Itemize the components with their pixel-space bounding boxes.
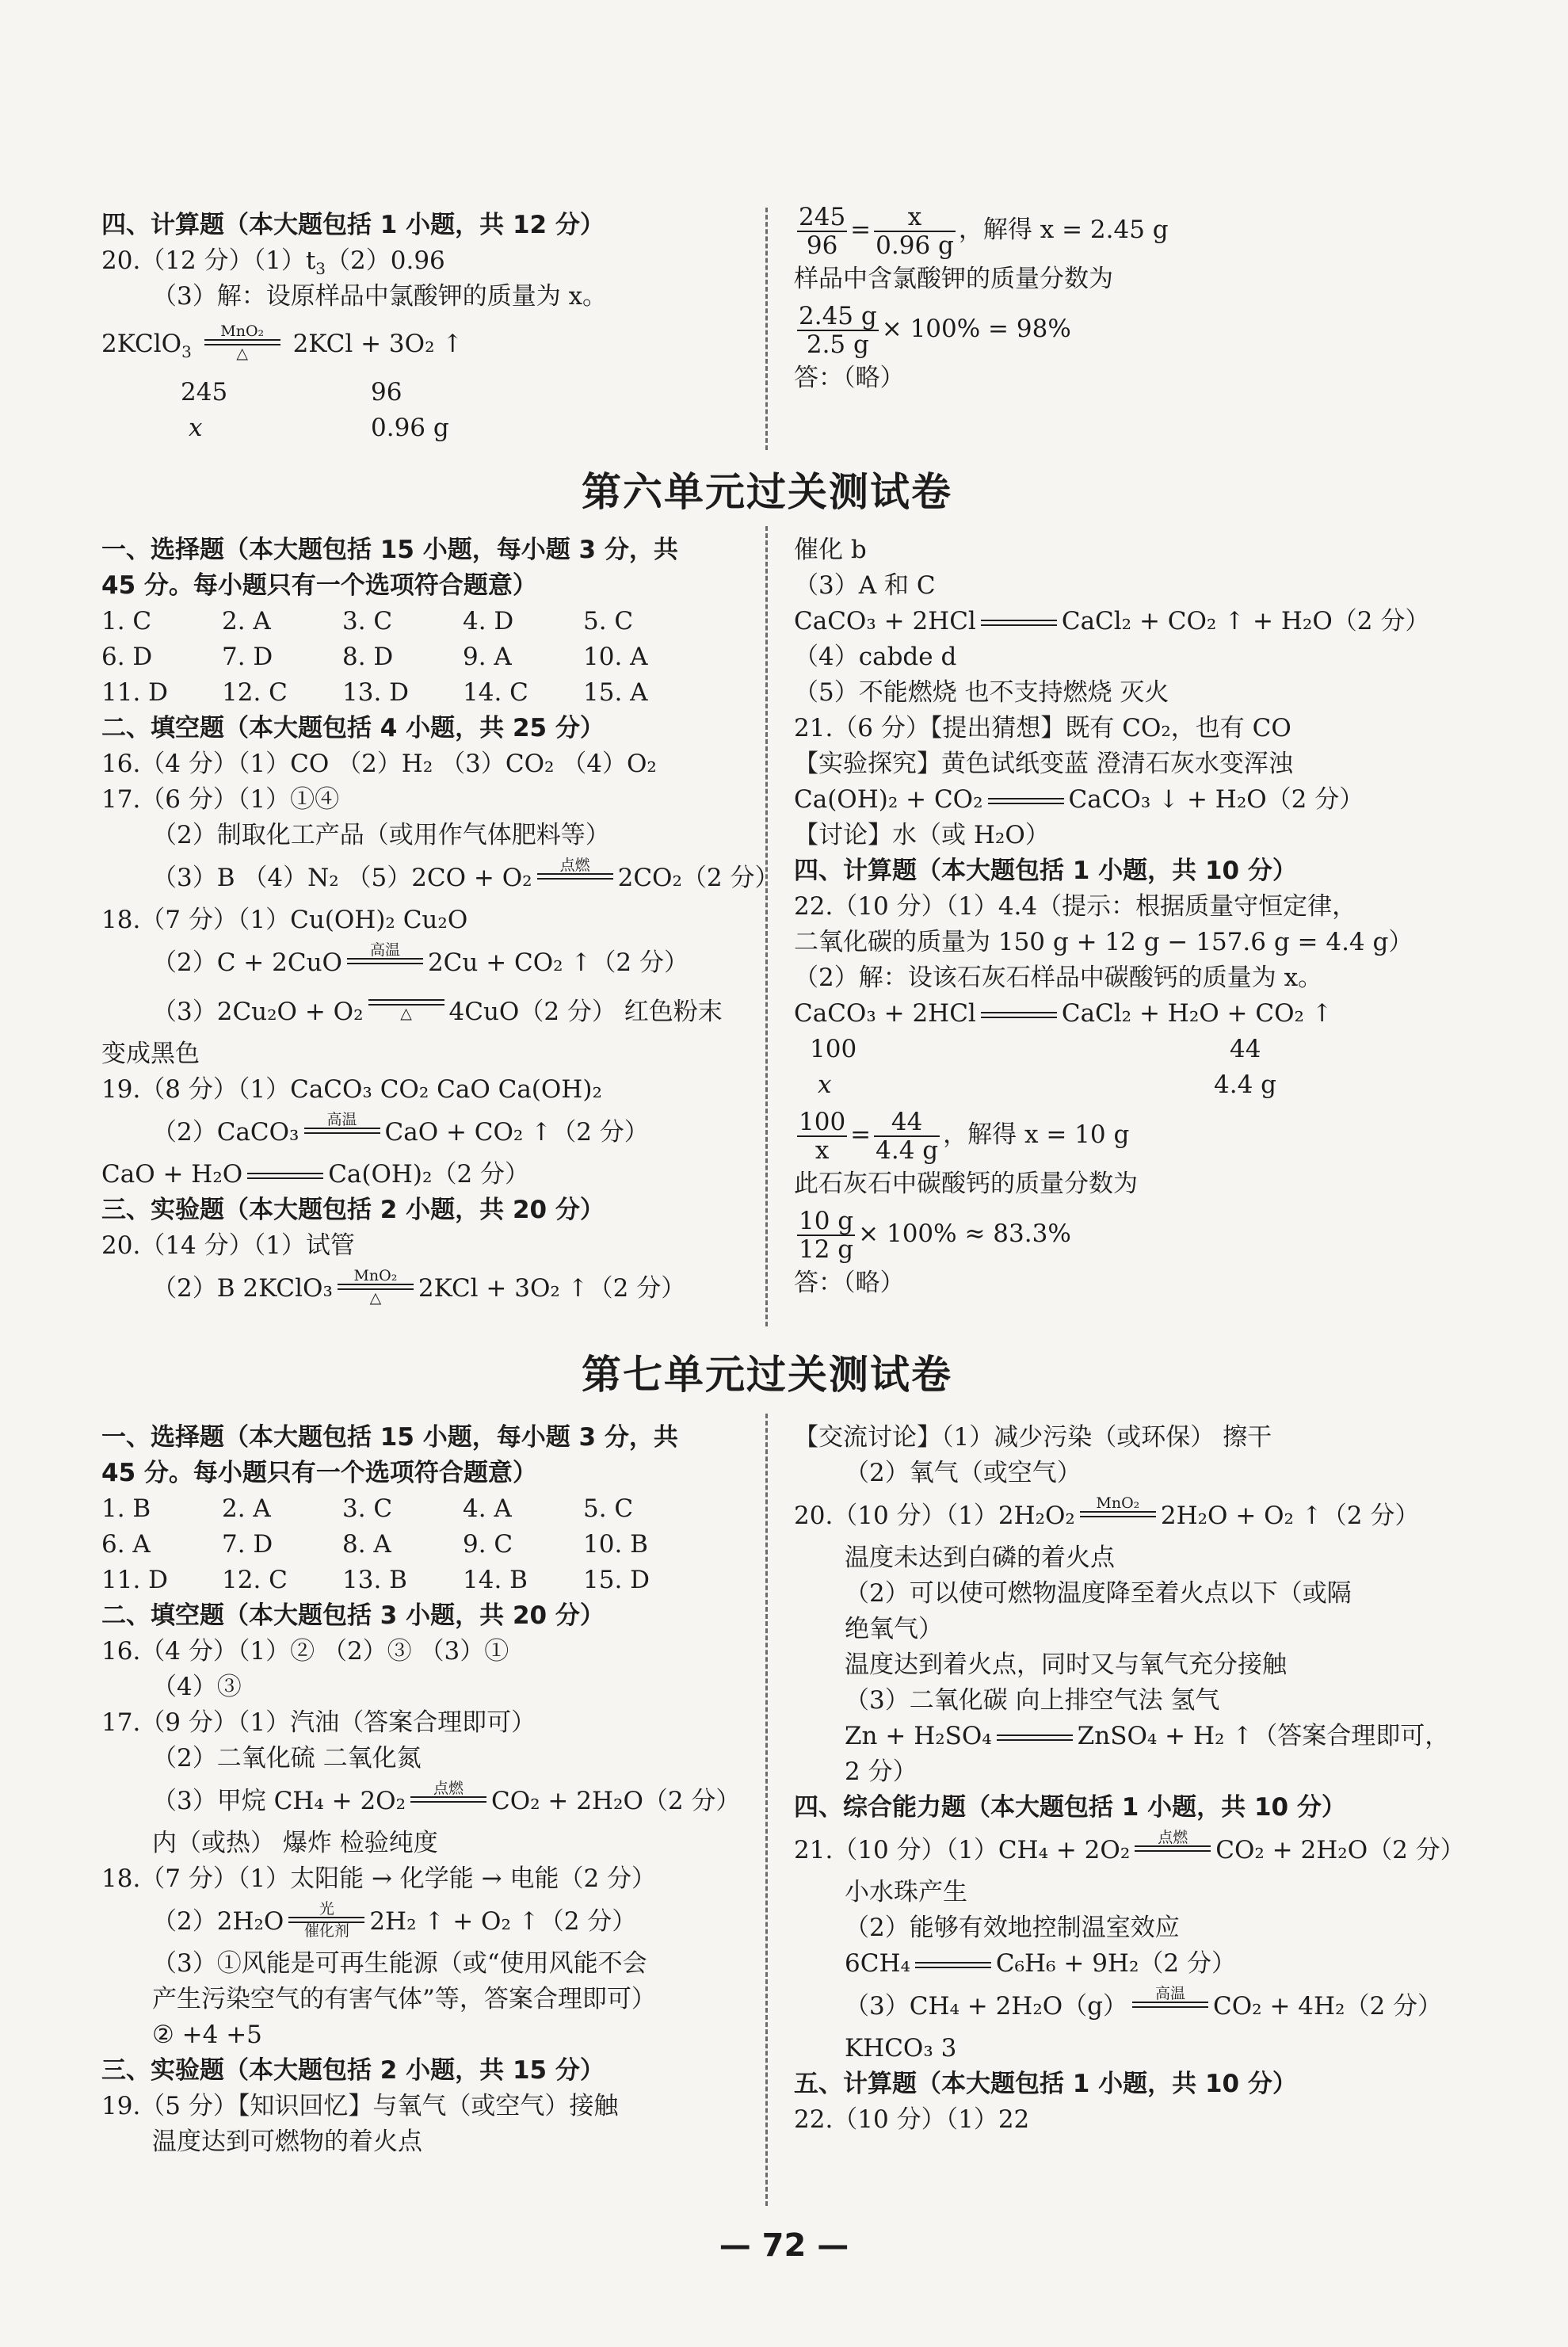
mass-value-line: x 4.4 g [818,1070,1276,1099]
unit-title: 第六单元过关测试卷 [582,468,952,515]
answer-line: 【实验探究】黄色试纸变蓝 澄清石灰水变浑浊 [794,750,1293,778]
answer-line: 【交流讨论】（1）减少污染（或环保） 擦干 [794,1423,1272,1452]
reaction-condition: MnO₂ △ [338,1268,414,1306]
answer-line: 17.（6 分）（1）①④ [101,785,340,814]
answer-line: 温度达到可燃物的着火点 [152,2128,422,2156]
answer-line: 22.（10 分）（1）22 [794,2105,1030,2134]
equation-line: CaO + H₂O Ca(OH)₂（2 分） [101,1160,530,1189]
section-heading: 四、计算题（本大题包括 1 小题，共 10 分） [794,857,1297,885]
reaction-condition: MnO₂ [1080,1495,1156,1533]
equation-line: 20.（10 分）（1）2H₂O₂ MnO₂ 2H₂O + O₂ ↑（2 分） [794,1491,1433,1540]
equals-sign [997,1734,1073,1741]
answer-line: 20.（14 分）（1）试管 [101,1231,355,1260]
reaction-condition: 高温 [304,1112,380,1150]
equation-line: （2）B 2KClO₃ MnO₂ △ 2KCl + 3O₂ ↑（2 分） [152,1266,686,1307]
section-heading: 四、综合能力题（本大题包括 1 小题，共 10 分） [794,1793,1346,1822]
equation-line: （2）C + 2CuO 高温 2Cu + CO₂ ↑（2 分） [101,938,743,987]
equals-sign [981,620,1057,626]
fraction: $\frac{100}{x}$ [799,1107,846,1165]
fraction: $\frac{10 g}{12 g}$ [799,1206,854,1264]
unit7-right-column [767,1420,1465,2160]
answer-line: 小水珠产生 [845,1878,967,1906]
answer-line: 产生污染空气的有害气体”等，答案合理即可） [152,1985,656,2013]
equation-line: 21.（10 分）（1）CH₄ + 2O₂ 点燃 CO₂ + 2H₂O（2 分） [794,1826,1433,1875]
section-heading: 三、实验题（本大题包括 2 小题，共 20 分） [101,1196,605,1224]
equals-sign [981,1012,1057,1018]
answer-line: 16.（4 分）（1）② （2）③ （3）① [101,1637,509,1666]
reaction-condition: △ [368,999,444,1021]
answer-line: （3）二氧化碳 向上排空气法 氢气 [845,1686,1220,1715]
mc-answers-row: 1. C 2. A 3. C 4. D 5. C [101,607,634,635]
equation-line: 6CH₄ C₆H₆ + 9H₂（2 分） [845,1949,1236,1978]
mc-answers-row: 11. D 12. C 13. D 14. C 15. A [101,678,648,707]
unit6-left-column [101,532,780,1313]
mc-answers-row: 1. B 2. A 3. C 4. A 5. C [101,1494,634,1523]
section-heading: 一、选择题（本大题包括 15 小题，每小题 3 分，共 [101,536,678,564]
reaction-condition: MnO₂ △ [204,323,280,361]
mass-value-line: x 0.96 g [189,414,449,442]
answer-line: 温度未达到白磷的着火点 [845,1544,1115,1572]
equation-line: （3）CH₄ + 2H₂O（g） 高温 CO₂ + 4H₂（2 分） [794,1982,1433,2031]
answer-line: ② +4 +5 [152,2021,262,2049]
mc-answers-row: 6. D 7. D 8. D 9. A 10. A [101,643,648,671]
q20-solution-intro: （3）解：设原样品中氯酸钾的质量为 x。 [152,282,608,311]
answer-line: 内（或热） 爆炸 检验纯度 [152,1829,438,1857]
equation-line: Ca(OH)₂ + CO₂ CaCO₃ ↓ + H₂O（2 分） [794,785,1364,814]
percentage-line: $\frac{10 g}{12 g}$ × 100% ≈ 83.3% [799,1206,1071,1264]
q20-line: 20.（12 分）$(1)t_3(2)0.96$ [101,246,445,279]
answer-line: （2）解：设该石灰石样品中碳酸钙的质量为 x。 [794,964,1323,992]
answer-line: （3）A 和 C [794,571,936,600]
equals-sign [247,1173,323,1179]
reaction-condition: 光 催化剂 [288,1901,364,1939]
fraction: $\frac{x}{0.96 g}$ [876,202,954,260]
answer-line: 21.（6 分）【提出猜想】既有 CO₂，也有 CO [794,714,1291,742]
equals-sign [988,798,1064,804]
reaction-condition: 高温 [347,942,423,980]
section-heading: 三、实验题（本大题包括 2 小题，共 15 分） [101,2056,605,2085]
answer-line: 温度达到着火点，同时又与氧气充分接触 [845,1651,1287,1679]
reaction-condition: 高温 [1132,1986,1208,2024]
mass-ratio-line: 100 44 [810,1035,1261,1063]
mc-answers-row: 6. A 7. D 8. A 9. C 10. B [101,1530,648,1559]
equation-line: CaCO₃ + 2HCl CaCl₂ + CO₂ ↑ + H₂O（2 分） [794,607,1430,635]
answer-line: 19.（8 分）（1）CaCO₃ CO₂ CaO Ca(OH)₂ [101,1075,602,1104]
fraction: $\frac{44}{4.4 g}$ [876,1107,939,1165]
equation-line: Zn + H₂SO₄ ZnSO₄ + H₂ ↑（答案合理即可， [845,1722,1450,1750]
reaction-condition: 点燃 [410,1780,486,1818]
answer-line: 17.（9 分）（1）汽油（答案合理即可） [101,1708,536,1737]
answer-line: 二氧化碳的质量为 150 g + 12 g − 157.6 g = 4.4 g） [794,928,1413,956]
unit6-right-column [767,532,1433,1313]
answer-line: 19.（5 分）【知识回忆】与氧气（或空气）接触 [101,2092,619,2120]
page-number: — 72 — [719,2227,849,2264]
equation-line: CaCO₃ + 2HCl CaCl₂ + H₂O + CO₂ ↑ [794,999,1333,1028]
answer-line: （4）cabde d [794,643,957,671]
unit-title: 第七单元过关测试卷 [582,1351,952,1398]
section-heading: 五、计算题（本大题包括 1 小题，共 10 分） [794,2070,1297,2098]
mc-answers-row: 11. D 12. C 13. B 14. B 15. D [101,1566,650,1594]
answer-line: 16.（4 分）（1）CO （2）H₂ （3）CO₂ （4）O₂ [101,750,657,778]
answer-line: （3）①风能是可再生能源（或“使用风能不会 [152,1949,647,1978]
unit7-left-column [101,1420,767,2160]
mass-fraction-text: 此石灰石中碳酸钙的质量分数为 [794,1170,1138,1198]
answer-text: 答：（略） [794,1269,905,1297]
answer-line: （4）③ [152,1673,242,1701]
answer-line: （2）二氧化硫 二氧化氮 [152,1744,422,1773]
proportion-line: $\frac{245}{96}$ = $\frac{x}{0.96 g}$ ，解得 x = 2.45 g [799,202,1169,260]
mass-fraction-text: 样品中含氯酸钾的质量分数为 [794,265,1113,293]
fraction: $\frac{245}{96}$ [799,202,846,260]
answer-line: 绝氧气） [845,1615,943,1643]
equation-line: （3）甲烷 CH₄ + 2O₂ 点燃 CO₂ + 2H₂O（2 分） [101,1776,743,1826]
percentage-line: $\frac{2.45 g}{2.5 g}$ × 100% = 98% [799,301,1071,359]
section-heading: 二、填空题（本大题包括 3 小题，共 20 分） [101,1601,605,1630]
top-left-column [101,208,767,446]
answer-line: 18.（7 分）（1）Cu(OH)₂ Cu₂O [101,906,468,934]
reaction-condition: 点燃 [537,857,613,895]
answer-line: 变成黑色 [101,1040,200,1068]
equation-line: （3）B （4）N₂ （5）2CO + O₂ 点燃 2CO₂（2 分） [101,853,743,903]
proportion-line: $\frac{100}{x}$ = $\frac{44}{4.4 g}$ ，解得 x = 10 g [799,1107,1130,1165]
section-heading: 二、填空题（本大题包括 4 小题，共 25 分） [101,714,605,742]
section-heading-cont: 45 分。每小题只有一个选项符合题意） [101,1459,537,1487]
answer-line: 18.（7 分）（1）太阳能 → 化学能 → 电能（2 分） [101,1864,657,1893]
answer-line: 22.（10 分）（1）4.4（提示：根据质量守恒定律， [794,892,1357,921]
answer-line: KHCO₃ 3 [845,2034,957,2063]
answer-line: （2）制取化工产品（或用作气体肥料等） [152,821,610,849]
equation-line: （3）2Cu₂O + O₂ △ 4CuO（2 分） 红色粉末 [152,998,723,1026]
section-heading: 四、计算题（本大题包括 1 小题，共 12 分） [101,211,605,239]
mass-ratio-line: 245 96 [181,378,402,406]
answer-line: 2 分） [845,1757,918,1786]
answer-line: 【讨论】水（或 H₂O） [794,821,1050,849]
equation-line: （2）2H₂O 光 催化剂 2H₂ ↑ + O₂ ↑（2 分） [152,1899,637,1940]
answer-line: （2）可以使可燃物温度降至着火点以下（或隔 [845,1579,1352,1608]
fraction: $\frac{2.45 g}{2.5 g}$ [799,301,877,359]
equation-line: （2）CaCO₃ 高温 CaO + CO₂ ↑（2 分） [101,1108,743,1157]
reaction-condition: 点燃 [1135,1830,1211,1868]
answer-line: 催化 b [794,536,867,564]
answer-line: （2）氧气（或空气） [845,1459,1082,1487]
top-right-column [767,202,1433,446]
answer-line: （5）不能燃烧 也不支持燃烧 灭火 [794,678,1169,707]
equals-sign [915,1962,991,1968]
answer-text: 答：（略） [794,364,905,392]
section-heading-cont: 45 分。每小题只有一个选项符合题意） [101,571,537,600]
answer-line: （2）能够有效地控制温室效应 [845,1914,1180,1942]
section-heading: 一、选择题（本大题包括 15 小题，每小题 3 分，共 [101,1423,678,1452]
equation-line: 2KClO$_3$ MnO₂ △ 2KCl + 3O₂ ↑ [101,322,464,362]
